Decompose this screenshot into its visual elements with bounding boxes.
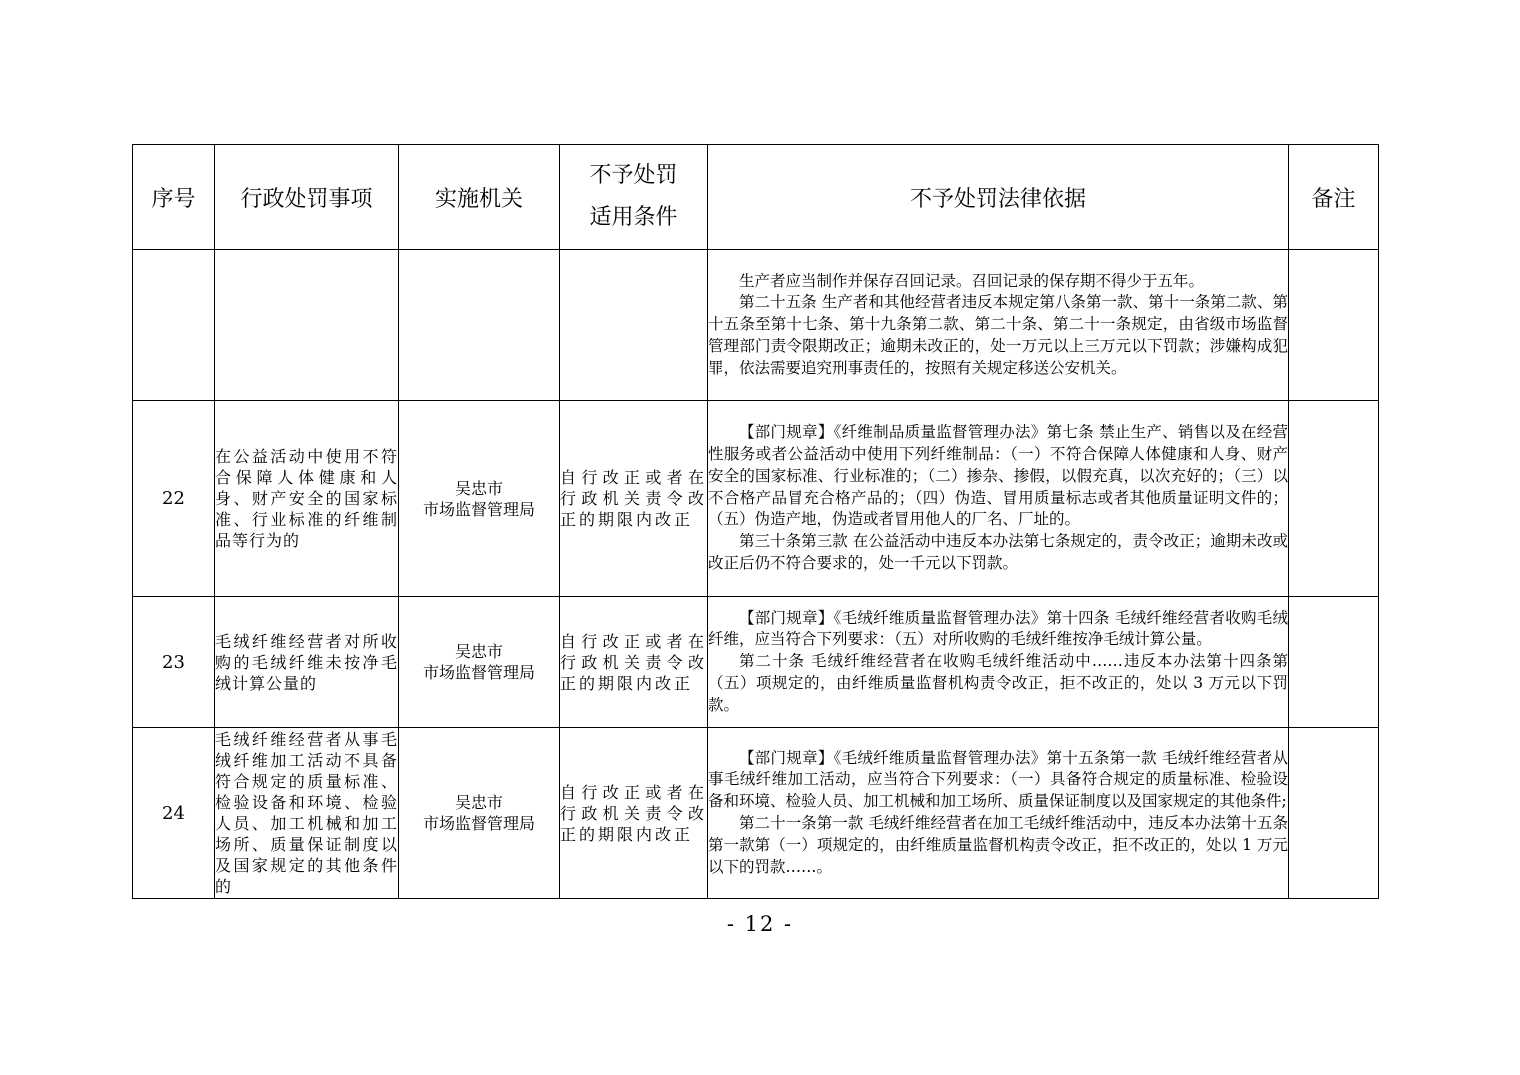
header-row (133, 145, 1379, 250)
penalty-table (132, 144, 1379, 899)
header-agency: 实施机关 (399, 145, 560, 250)
table-row (133, 250, 1379, 401)
header-item: 行政处罚事项 (215, 145, 399, 250)
page-number: - 12 - (726, 912, 794, 936)
header-condition (560, 145, 708, 250)
row-item: 在公益活动中使用不符合保障人体健康和人身、财产安全的国家标准、行业标准的纤维制品等行为的 (215, 401, 399, 597)
header-basis: 不予处罚法律依据 (708, 145, 1289, 250)
row-agency (399, 250, 560, 401)
row-condition (560, 250, 708, 401)
row-agency (399, 728, 560, 899)
row-agency-line2: 市场监督管理局 (422, 814, 535, 833)
table-row (133, 401, 1379, 597)
row-basis (708, 401, 1289, 597)
row-seq: 24 (133, 728, 215, 899)
basis-paragraph: 第二十条 毛绒纤维经营者在收购毛绒纤维活动中……违反本办法第十四条第（五）项规定的，由纤维质量监督机构责令改正，拒不改正的，处以 3 万元以下罚款。 (708, 652, 1288, 714)
header-condition-line1: 不予处罚 (589, 163, 678, 188)
row-item (215, 250, 399, 401)
row-condition: 自行改正或者在行政机关责令改正的期限内改正 (560, 597, 708, 728)
basis-paragraph: 【部门规章】《纤维制品质量监督管理办法》第七条 禁止生产、销售以及在经营性服务或者公益活动中使用下列纤维制品：（一）不符合保障人体健康和人身、财产安全的国家标准、行业标准的；（二）掺杂、掺假，以假充真，以次充好的；（三）以不合格产品冒充合格产品的；（四）伪造、冒用质量标志或者其他质量证明文件的；（五）伪造产地，伪造或者冒用他人的厂名、厂址的。 (708, 423, 1288, 529)
basis-paragraph: 第二十五条 生产者和其他经营者违反本规定第八条第一款、第十一条第二款、第十五条至第十七条、第十九条第二款、第二十条、第二十一条规定，由省级市场监督管理部门责令限期改正；逾期未改正的，处一万元以上三万元以下罚款；涉嫌构成犯罪，依法需要追究刑事责任的，按照有关规定移送公安机关。 (708, 293, 1288, 377)
row-seq: 23 (133, 597, 215, 728)
row-remarks (1289, 401, 1379, 597)
row-remarks (1289, 728, 1379, 899)
header-remarks: 备注 (1289, 145, 1379, 250)
header-seq: 序号 (133, 145, 215, 250)
row-condition: 自行改正或者在行政机关责令改正的期限内改正 (560, 728, 708, 899)
row-agency (399, 401, 560, 597)
row-agency-line1: 吴忠市 (454, 793, 503, 812)
row-agency-line2: 市场监督管理局 (422, 663, 535, 682)
basis-paragraph: 第二十一条第一款 毛绒纤维经营者在加工毛绒纤维活动中，违反本办法第十五条第一款第（一）项规定的，由纤维质量监督机构责令改正，拒不改正的，处以 1 万元以下的罚款……。 (708, 814, 1288, 876)
row-basis (708, 597, 1289, 728)
row-item: 毛绒纤维经营者对所收购的毛绒纤维未按净毛绒计算公量的 (215, 597, 399, 728)
basis-paragraph: 生产者应当制作并保存召回记录。召回记录的保存期不得少于五年。 (739, 271, 1205, 290)
row-item: 毛绒纤维经营者从事毛绒纤维加工活动不具备符合规定的质量标准、检验设备和环境、检验人员、加工机械和加工场所、质量保证制度以及国家规定的其他条件的 (215, 728, 399, 899)
row-agency-line1: 吴忠市 (454, 642, 503, 661)
table-row (133, 728, 1379, 899)
row-agency-line1: 吴忠市 (454, 478, 503, 498)
basis-paragraph: 第三十条第三款 在公益活动中违反本办法第七条规定的，责令改正；逾期未改或改正后仍不符合要求的，处一千元以下罚款。 (708, 532, 1288, 572)
row-seq: 22 (133, 401, 215, 597)
row-condition: 自行改正或者在行政机关责令改正的期限内改正 (560, 401, 708, 597)
row-remarks (1289, 250, 1379, 401)
row-basis (708, 250, 1289, 401)
row-seq (133, 250, 215, 401)
row-agency (399, 597, 560, 728)
row-agency-line2: 市场监督管理局 (422, 499, 535, 519)
table-row (133, 597, 1379, 728)
row-basis (708, 728, 1289, 899)
header-condition-line2: 适用条件 (589, 205, 678, 230)
basis-paragraph: 【部门规章】《毛绒纤维质量监督管理办法》第十五条第一款 毛绒纤维经营者从事毛绒纤维加工活动，应当符合下列要求：（一）具备符合规定的质量标准、检验设备和环境、检验人员、加工机械和加工场所、质量保证制度以及国家规定的其他条件; (708, 748, 1288, 811)
basis-paragraph: 【部门规章】《毛绒纤维质量监督管理办法》第十四条 毛绒纤维经营者收购毛绒纤维，应当符合下列要求：（五）对所收购的毛绒纤维按净毛绒计算公量。 (708, 608, 1288, 649)
row-remarks (1289, 597, 1379, 728)
